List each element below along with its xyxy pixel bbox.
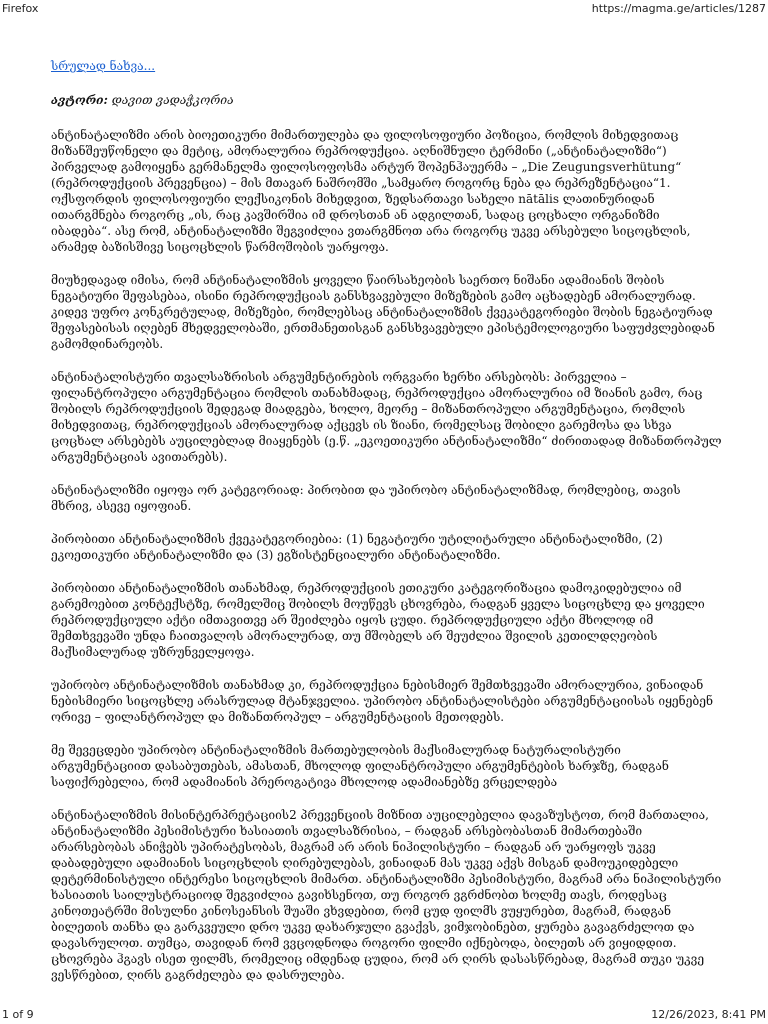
article-paragraph: ანტინატალიზმი იყოფა ორ კატეგორიად: პირობით და უპირობო ანტინატალიზმად, რომლებიც, თავის მხრივ, ასევე იყოფიან. bbox=[51, 483, 681, 513]
article-content bbox=[51, 58, 723, 1000]
author-label: ავტორი: bbox=[51, 93, 108, 107]
article-paragraph: პირობითი ანტინატალიზმის თანახმად, რეპროდუქციის ეთიკური კატეგორიზაცია დამოკიდებულია იმ გარემოებით კონტექსტზე, რომელშიც შობილს მოუწევს ცხოვრება, რადგან ყველა სიცოცხლე და ყოველი რეპროდუქციული აქტი იმთავითვე არ შეიძლება იყოს ცუდი. რეპროდუქციული აქტი მხოლოდ იმ შემთხვევაში უნდა ჩაითვალოს ამორალურად, თუ მშობელს არ შეუძლია შვილის კეთილდღეობის მაქსიმალურად უზრუნველყოფა. bbox=[51, 581, 705, 659]
article-paragraph: ანტინატალისტური თვალსაზრისის არგუმენტირების ორგვარი ხერხი არსებობს: პირველია – ფილანტროპული არგუმენტაცია რომლის თანახმადაც, რეპროდუქცია ამორალურია იმ ზიანის გამო, რაც შობილს რეპროდუქციის შედეგად მიადგება, ხოლო, მეორე – მიზანთროპული არგუმენტაცია, რომლის მიხედვითაც, რეპროდუქციას ამორალურად აქცევს ის ზიანი, რომელსაც შობილი გარემოსა და სხვა ცოცხალ არსებებს აუცილებლად მიაყენებს (ე.წ. „ეკოეთიკური ანტინატალიზმი“ ძირითადად მიზანთროპულ არგუმენტაციას ავითარებს). bbox=[51, 370, 722, 464]
article-paragraph: უპირობო ანტინატალიზმის თანახმად კი, რეპროდუქცია ნებისმიერ შემთხვევაში ამორალურია, ვინაიდან ნებისმიერი სიცოცხლე არასრულად მტანჯველია. უპირობო ანტინატალისტები არგუმენტაციისას იყენებენ ორივე – ფილანტროპულ და მიზანთროპულ – არგუმენტაციის მეთოდებს. bbox=[51, 678, 714, 724]
article-paragraph: ანტინატალიზმის მისინტერპრეტაციის2 პრევენციის მიზნით აუცილებელია დავაზუსტოთ, რომ მართალია, ანტინატალიზმი პესიმისტური ხასიათის თვალსაზრისია, – რადგან არსებობასთან მიმართებაში არარსებობას ანიჭებს უპირატესობას, მაგრამ არ არის ნიჰილისტური – რადგან არ უარყოფს უკვე დაბადებული ადამიანის სიცოცხლის ღირებულებას, ვინაიდან მას უკვე აქვს მისგან დამოუკიდებელი დეტერმინისტული ინტერესი სიცოცხლის მიმართ. ანტინატალიზმი პესიმისტური, მაგრამ არა ნიჰილისტური ხასიათის საილუსტრაციოდ შეგვიძლია გავიხსენოთ, თუ როგორ ვგრძნობთ ხოლმე თავს, როდესაც კინოთეატრში მისულნი კინოსეანსის შუაში ვხვდებით, რომ ცუდ ფილმს ვუყურებთ, მაგრამ, რადგან ბილეთის თანხა და გარკვეული დრო უკვე დახარჯული გვაქვს, ვიმჯობინებთ, ყურება გავაგრძელოთ და დავასრულოთ. თუმცა, თავიდან რომ ვვცოდნოდა როგორი ფილმი იქნებოდა, ბილეთს არ ვიყიდდით. ცხოვრება ჰგავს ისეთ ფილმს, რომელიც იმდენად ცუდია, რომ არ ღირს დასასწრებად, მაგრამ თუკი უკვე ვესწრებით, ღირს გაგრძელება და დასრულება. bbox=[51, 808, 722, 982]
author-line bbox=[51, 92, 723, 108]
author-name: დავით ვადაჭკორია bbox=[111, 93, 234, 107]
full-view-link[interactable]: სრულად ნახვა... bbox=[51, 59, 156, 73]
page-url[interactable]: https://magma.ge/articles/1287 bbox=[591, 2, 766, 15]
print-header bbox=[0, 0, 768, 18]
print-datetime: 12/26/2023, 8:41 PM bbox=[651, 1008, 766, 1021]
print-footer bbox=[0, 1006, 768, 1024]
article-paragraph: მიუხედავად იმისა, რომ ანტინატალიზმის ყოველი წაირსახეობის საერთო ნიშანი ადამიანის შობის ნეგატიური შეფასებაა, ისინი რეპროდუქციას განსხვავებული მიზეზების გამო აცხადებენ ამორალურად. კიდევ უფრო კონკრეტულად, მიზეზები, რომლებსაც ანტინატალიზმის ქვეკატეგორიები შობის ნეგატიურად შეფასებისას იღებენ მხედველობაში, ერთმანეთისგან განსხვავებული ეპისტემოლოგიური საფუძვლებიდან გამომდინარეობს. bbox=[51, 273, 715, 351]
browser-name: Firefox bbox=[2, 2, 39, 15]
page-indicator: 1 of 9 bbox=[2, 1008, 34, 1021]
article-paragraph: პირობითი ანტინატალიზმის ქვეკატეგორიებია: (1) ნეგატიური უტილიტარული ანტინატალიზმი, (2) ეკოეთიკური ანტინატალიზმი და (3) ეგზისტენციალური ანტინატალიზმი. bbox=[51, 532, 663, 562]
article-paragraph: მე შევეცდები უპირობო ანტინატალიზმის მართებულობის მაქსიმალურად ნატურალისტური არგუმენტაციით დასაბუთებას, ამასთან, მხოლოდ ფილანტროპული არგუმენტების ხარჯზე, რადგან საფიქრებელია, რომ ადამიანის პრეროგატივა მხოლოდ ადამიანებზე ვრცელდება bbox=[51, 743, 669, 789]
article-paragraph: ანტინატალიზმი არის ბიოეთიკური მიმართულება და ფილოსოფიური პოზიცია, რომლის მიხედვითაც მიზანშეუწონელი და მეტიც, ამორალურია რეპროდუქცია. აღნიშნული ტერმინი („ანტინატალიზმი“) პირველად გამოიყენა გერმანელმა ფილოსოფოსმა არტურ შოპენჰაუერმა – „Die Zeugungsverhütung“ (რეპროდუქციის პრევენცია) – მის მთავარ ნაშრომში „სამყარო როგორც ნება და რეპრეზენტაცია“1. ოქსფორდის ფილოსოფიური ლექსიკონის მიხედვით, ზედსართავი სახელი nātālis ლათინურიდან ითარგმნება როგორც „ის, რაც კავშირშია იმ დროსთან ან ადგილთან, სადაც ცოცხალი ორგანიზმი იბადება“. ასე რომ, ანტინატალიზმი შეგვიძლია ვთარგმნოთ არა როგორც უკვე არსებული სიცოცხლის, არამედ ბაზისშივე სიცოცხლის წარმოშობის უარყოფა. bbox=[51, 128, 691, 254]
